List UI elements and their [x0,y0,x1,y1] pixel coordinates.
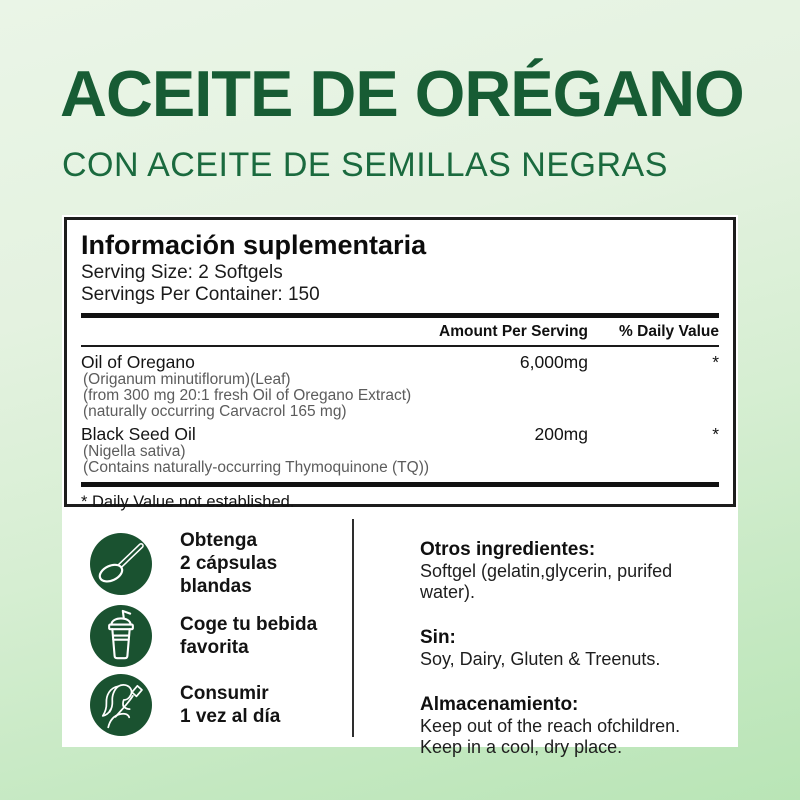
info-heading: Almacenamiento: [420,694,579,715]
info-section-free-of [420,627,730,670]
info-line: Softgel (gelatin,glycerin, purifed water). [420,561,673,602]
woman-drinking-icon [90,674,152,736]
info-line: Soy, Dairy, Gluten & Treenuts. [420,649,661,669]
ingredient-amount: 6,000mg [519,352,588,372]
info-section-other-ingredients [420,539,730,603]
ingredient-amount: 200mg [534,424,588,445]
ingredient-name: Black Seed Oil [81,424,196,445]
direction-item [90,674,352,736]
bottom-section [62,507,738,757]
ingredient-detail: (naturally occurring Carvacrol 165 mg) [83,402,347,420]
direction-label [180,529,352,598]
info-column [354,507,738,757]
direction-line: Consumir [180,683,269,704]
direction-line: favorita [180,637,249,658]
directions-list [62,507,352,747]
smoothie-cup-icon [90,605,152,667]
ingredient-detail: (from 300 mg 20:1 fresh Oil of Oregano Extract) [83,386,412,404]
column-spacer [81,323,428,341]
info-heading: Sin: [420,627,456,648]
info-line: Keep in a cool, dry place. [420,737,623,757]
product-title: ACEITE DE ORÉGANO [60,57,744,130]
table-row [81,347,719,419]
ingredient-detail: (Contains naturally-occurring Thymoquinone (TQ)) [83,459,430,477]
direction-line: Coge tu bebida [180,614,318,635]
direction-line: Obtenga [180,530,258,551]
ingredient-main-row [81,347,719,372]
ingredient-main-row [81,419,719,444]
label-panel [62,215,738,757]
info-section-storage [420,694,730,758]
ingredient-detail: (Nigella sativa) [83,443,186,461]
product-subtitle: CON ACEITE DE SEMILLAS NEGRAS [62,146,668,184]
direction-label [180,613,317,659]
ingredient-daily-value: * [712,424,719,445]
column-header-daily-value: % Daily Value [619,323,719,340]
direction-line: 2 cápsulas blandas [180,553,278,597]
direction-label [180,682,280,728]
ingredient-daily-value: * [712,352,719,372]
table-header-row [81,318,719,347]
supplement-facts-box [64,217,736,511]
direction-item [90,529,352,598]
direction-line: 1 vez al día [180,706,281,727]
daily-value-footnote: * Daily Value not established. [81,492,295,511]
column-header-amount: Amount Per Serving [439,323,588,340]
table-row [81,419,719,476]
info-line: Keep out of the reach ofchildren. [420,716,681,736]
direction-item [90,605,352,667]
facts-title: Información suplementaria [81,230,427,260]
serving-size: Serving Size: 2 Softgels [81,262,283,283]
ingredient-detail: (Origanum minutiflorum)(Leaf) [83,371,291,388]
spoon-icon [90,533,152,595]
servings-per-container: Servings Per Container: 150 [81,283,320,305]
info-heading: Otros ingredientes: [420,539,596,560]
ingredient-name: Oil of Oregano [81,352,195,372]
